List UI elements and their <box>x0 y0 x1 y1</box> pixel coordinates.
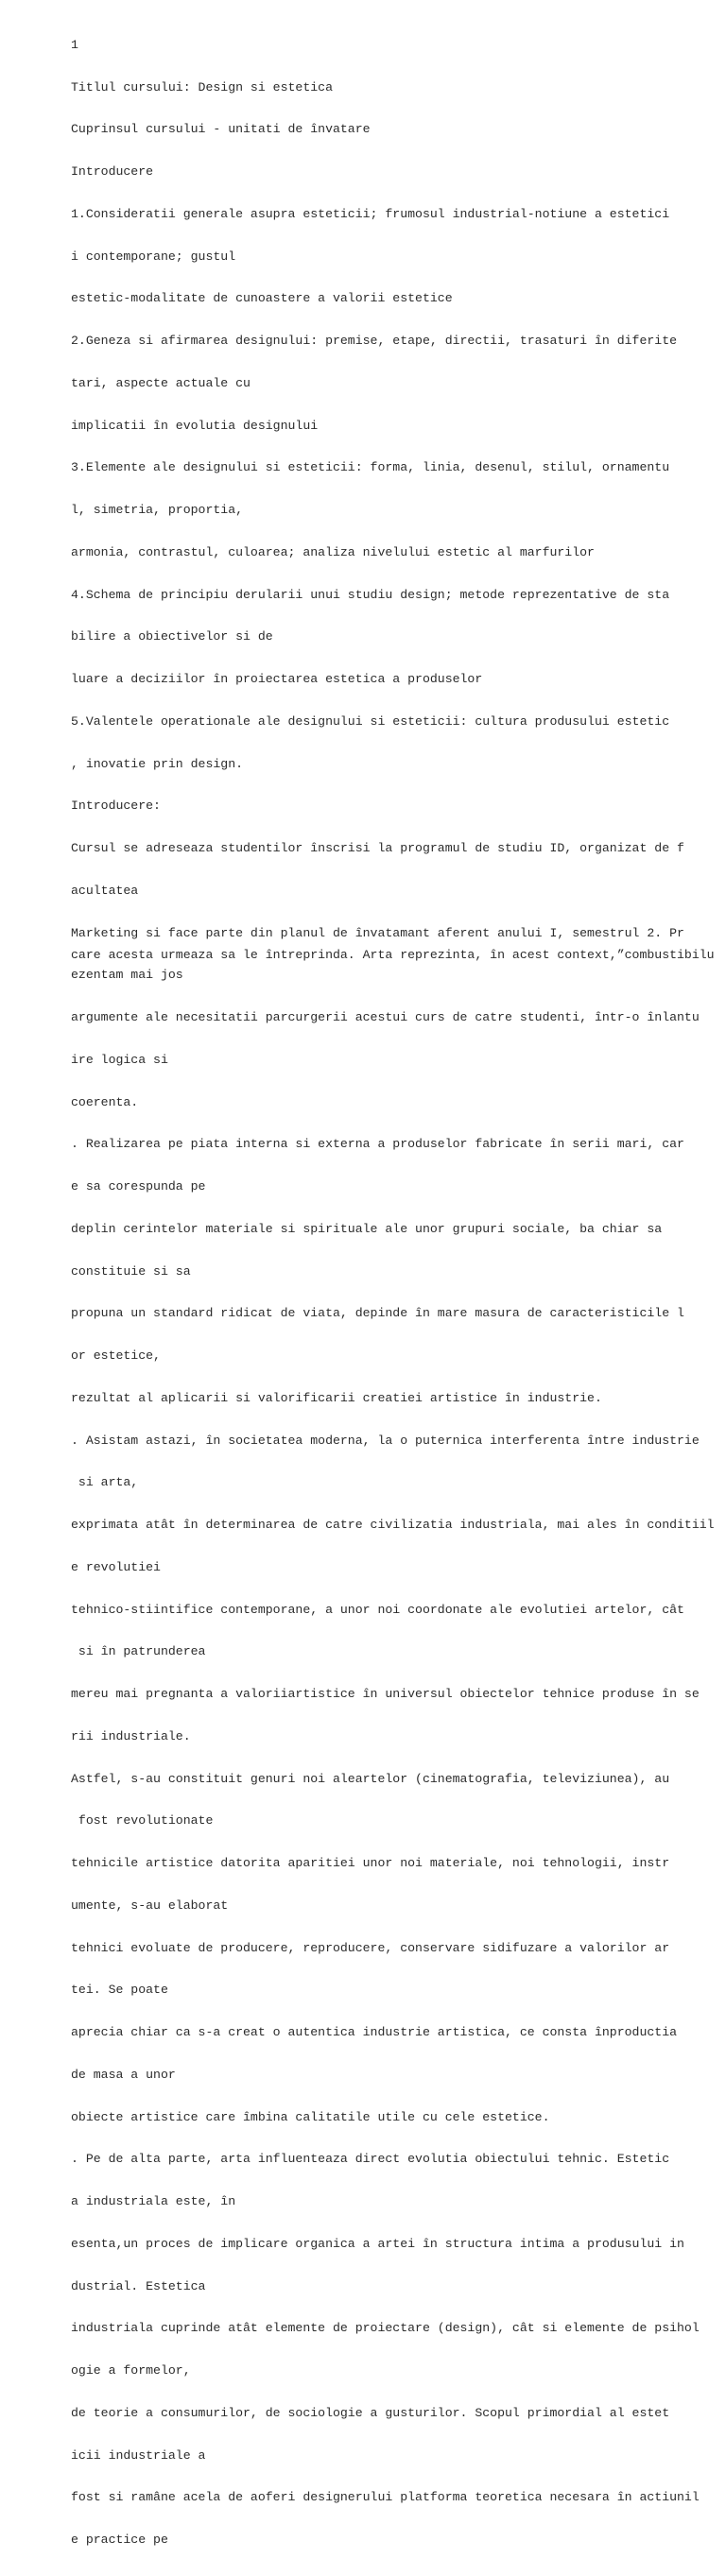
body-line: de teorie a consumurilor, de sociologie a gusturilor. Scopul primordial al estet <box>71 2405 670 2420</box>
course-contents-heading: Cuprinsul cursului - unitati de învatare <box>71 122 371 137</box>
body-line: icii industriale a <box>71 2447 206 2463</box>
body-line: tehnico-stiintifice contemporane, a unor noi coordonate ale evolutiei artelor, cât <box>71 1602 684 1617</box>
body-line: . Pe de alta parte, arta influenteaza direct evolutia obiectului tehnic. Estetic <box>71 2152 670 2167</box>
section-heading: Introducere: <box>71 799 161 814</box>
body-line: constituie si sa <box>71 1263 191 1279</box>
body-line: ogie a formelor, <box>71 2363 191 2379</box>
body-line: si în patrunderea <box>71 1644 206 1659</box>
body-line: e revolutiei <box>71 1559 161 1574</box>
body-line: acultatea <box>71 883 139 898</box>
toc-item: estetic-modalitate de cunoastere a valorii estetice <box>71 291 453 306</box>
body-line: dustrial. Estetica <box>71 2278 206 2293</box>
body-line: argumente ale necesitatii parcurgerii acestui curs de catre studenti, într-o înlantu <box>71 1010 700 1025</box>
body-line: fost revolutionate <box>71 1813 214 1829</box>
body-line: . Realizarea pe piata interna si externa a produselor fabricate în serii mari, car <box>71 1137 684 1152</box>
body-line: fost si ramâne acela de aoferi designerului platforma teoretica necesara în actiunil <box>71 2490 700 2505</box>
body-line: e practice pe <box>71 2533 168 2548</box>
body-line: . Asistam astazi, în societatea moderna, la o puternica interferenta între industrie <box>71 1433 700 1448</box>
toc-item: luare a deciziilor în proiectarea estetica a produselor <box>71 672 483 687</box>
body-line: industriala cuprinde atât elemente de proiectare (design), cât si elemente de psihol <box>71 2321 700 2336</box>
body-line: umente, s-au elaborat <box>71 1898 229 1913</box>
toc-item: bilire a obiectivelor si de <box>71 629 273 644</box>
body-line: ire logica si <box>71 1052 168 1067</box>
toc-item: i contemporane; gustul <box>71 249 236 264</box>
body-line: Marketing si face parte din planul de învatamant aferent anului I, semestrul 2. Pr <box>71 925 684 940</box>
body-line: deplin cerintelor materiale si spirituale ale unor grupuri sociale, ba chiar sa <box>71 1221 663 1236</box>
body-line: or estetice, <box>71 1348 161 1364</box>
toc-item: tari, aspecte actuale cu <box>71 375 251 390</box>
body-line: propuna un standard ridicat de viata, depinde în mare masura de caracteristicile l <box>71 1306 684 1321</box>
course-title: Titlul cursului: Design si estetica <box>71 79 333 94</box>
body-line: mereu mai pregnanta a valoriiartistice în universul obiectelor tehnice produse în se <box>71 1687 700 1702</box>
body-line: e sa corespunda pe <box>71 1179 206 1194</box>
toc-item: 5.Valentele operationale ale designului si esteticii: cultura produsului estetic <box>71 713 670 729</box>
toc-item: 2.Geneza si afirmarea designului: premise, etape, directii, trasaturi în diferite <box>71 334 678 349</box>
toc-item: 3.Elemente ale designului si esteticii: forma, linia, desenul, stilul, ornamentu <box>71 460 670 475</box>
body-line: tehnici evoluate de producere, reproducere, conservare sidifuzare a valorilor ar <box>71 1940 670 1955</box>
body-line: aprecia chiar ca s-a creat o autentica industrie artistica, ce consta înproductia <box>71 2025 678 2040</box>
body-line: si arta, <box>71 1475 139 1490</box>
toc-item: armonia, contrastul, culoarea; analiza nivelului estetic al marfurilor <box>71 544 595 559</box>
body-line: tei. Se poate <box>71 1983 168 1998</box>
toc-item: l, simetria, proportia, <box>71 503 244 518</box>
page-number: 1 <box>71 37 78 52</box>
toc-item: , inovatie prin design. <box>71 756 244 771</box>
body-line: coerenta. <box>71 1094 139 1109</box>
body-line: de masa a unor <box>71 2067 176 2082</box>
body-line: esenta,un proces de implicare organica a artei în structura intima a produsului in <box>71 2236 684 2251</box>
body-line: tehnicile artistice datorita aparitiei unor noi materiale, noi tehnologii, instr <box>71 1856 670 1871</box>
body-line: rii industriale. <box>71 1728 191 1743</box>
body-line: Cursul se adreseaza studentilor înscrisi la programul de studiu ID, organizat de f <box>71 841 684 856</box>
document-body <box>71 10 714 2576</box>
body-line: exprimata atât în determinarea de catre civilizatia industriala, mai ales în conditiil <box>71 1518 715 1533</box>
toc-item: 1.Consideratii generale asupra esteticii; frumosul industrial-notiune a estetici <box>71 206 670 221</box>
body-line: rezultat al aplicarii si valorificarii creatiei artistice în industrie. <box>71 1390 602 1405</box>
body-line: Astfel, s-au constituit genuri noi aleartelor (cinematografia, televiziunea), au <box>71 1771 670 1786</box>
continuation-line: care acesta urmeaza sa le întreprinda. Arta reprezinta, în acest context,”combustibilu <box>71 948 715 962</box>
toc-item: implicatii în evolutia designului <box>71 418 319 433</box>
body-line: ezentam mai jos <box>71 968 183 983</box>
body-line: obiecte artistice care îmbina calitatile utile cu cele estetice. <box>71 2109 550 2124</box>
toc-item: Introducere <box>71 164 154 180</box>
toc-item: 4.Schema de principiu derularii unui studiu design; metode reprezentative de sta <box>71 587 670 602</box>
body-line: a industriala este, în <box>71 2194 236 2209</box>
